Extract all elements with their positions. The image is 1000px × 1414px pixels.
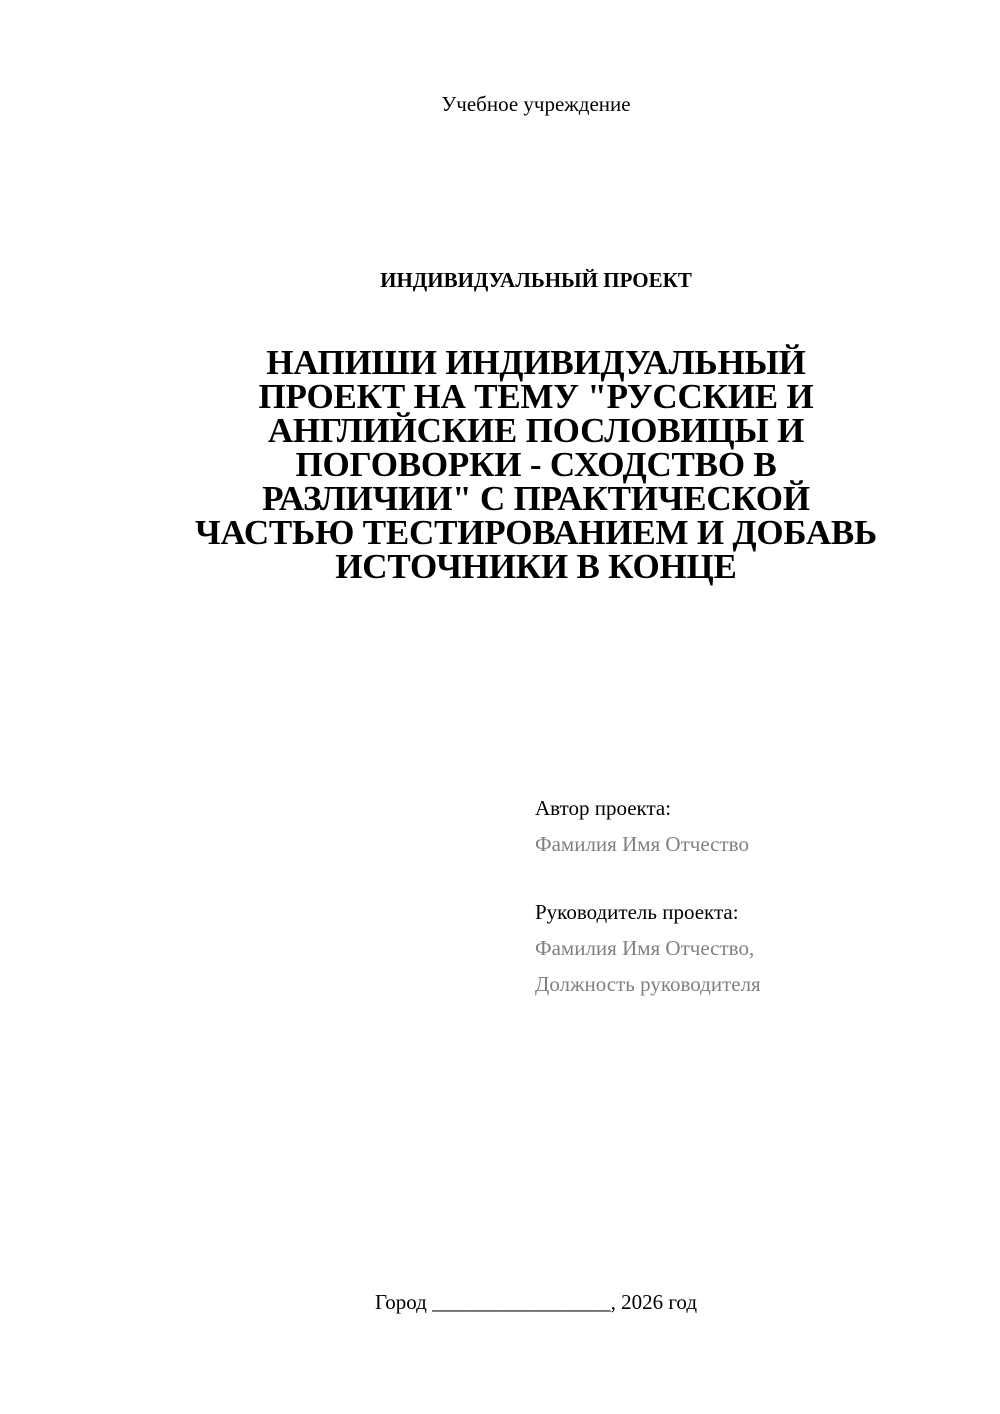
author-name: Фамилия Имя Отчество [535, 832, 749, 856]
spacer [535, 862, 975, 894]
title-line: ИСТОЧНИКИ В КОНЦЕ [335, 547, 737, 586]
author-label: Автор проекта: [535, 796, 672, 820]
supervisor-label: Руководитель проекта: [535, 900, 739, 924]
title-line: РАЗЛИЧИИ" С ПРАКТИЧЕСКОЙ [262, 479, 810, 518]
project-type-heading: ИНДИВИДУАЛЬНЫЙ ПРОЕКТ [380, 268, 692, 292]
supervisor-name: Фамилия Имя Отчество, [535, 936, 755, 960]
title-line: АНГЛИЙСКИЕ ПОСЛОВИЦЫ И [267, 411, 805, 450]
title-line: ПОГОВОРКИ - СХОДСТВО В [295, 445, 777, 484]
city-year-footer: Город _________________, 2026 год [374, 1290, 698, 1314]
project-title [150, 343, 922, 586]
title-line: ПРОЕКТ НА ТЕМУ "РУССКИЕ И [258, 377, 814, 416]
title-line: НАПИШИ ИНДИВИДУАЛЬНЫЙ [266, 343, 806, 382]
supervisor-position: Должность руководителя [535, 972, 761, 996]
institution-name: Учебное учреждение [441, 92, 631, 116]
project-people-block [535, 790, 975, 1002]
title-line: ЧАСТЬЮ ТЕСТИРОВАНИЕМ И ДОБАВЬ [195, 513, 877, 552]
